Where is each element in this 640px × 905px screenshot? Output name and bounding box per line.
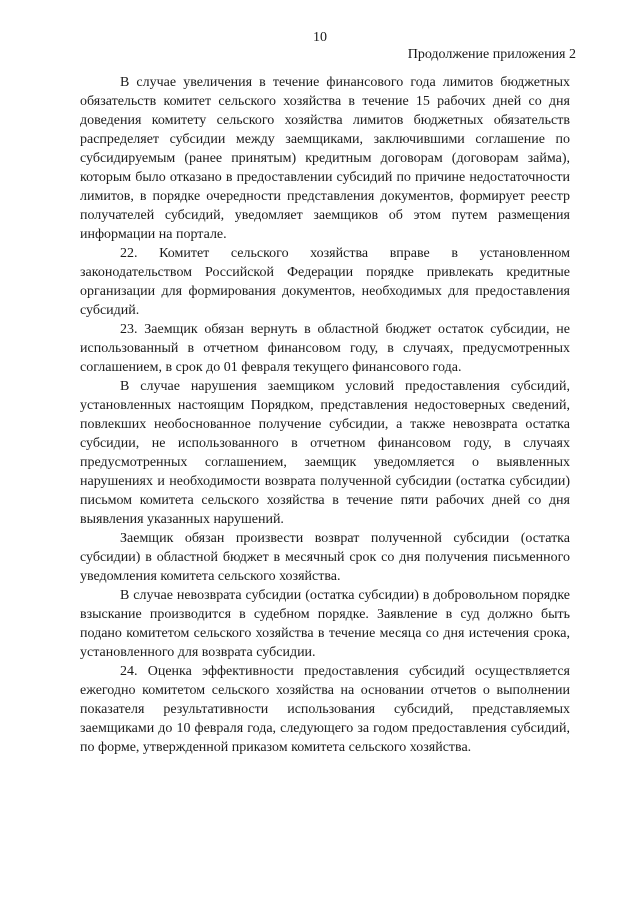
- paragraph-24: 24. Оценка эффективности предоставления субсидий осуществляется ежегодно комитетом сельского хозяйства на основании отчетов о выполнении показателя результативности использования субсидий, представляемых заемщиками до 10 февраля года, следующего за годом предоставления субсидий, по форме, утвержденной приказом комитета сельского хозяйства.: [80, 664, 570, 755]
- document-body: [80, 73, 570, 757]
- paragraph-22: 22. Комитет сельского хозяйства вправе в установленном законодательством Российской Федерации порядке привлекать кредитные организации для формирования документов, необходимых для предоставления субсидий.: [80, 246, 570, 318]
- paragraph-return-obligation: Заемщик обязан произвести возврат полученной субсидии (остатка субсидии) в областной бюджет в месячный срок со дня получения письменного уведомления комитета сельского хозяйства.: [80, 531, 570, 584]
- paragraph-23: 23. Заемщик обязан вернуть в областной бюджет остаток субсидии, не использованный в отчетном финансовом году, в случаях, предусмотренных соглашением, в срок до 01 февраля текущего финансового года.: [80, 322, 570, 375]
- paragraph-limits-increase: В случае увеличения в течение финансового года лимитов бюджетных обязательств комитет сельского хозяйства в течение 15 рабочих дней со дня доведения комитету сельского хозяйства лимитов бюджетных обязательств распределяет субсидии между заемщиками, заключившими соглашение по субсидируемым (ранее принятым) кредитным договорам (договорам займа), которым было отказано в предоставлении субсидий по причине недостаточности лимитов, в порядке очередности представления документов, формирует реестр получателей субсидий, уведомляет заемщиков об этом путем размещения информации на портале.: [80, 75, 570, 242]
- page-number: 10: [313, 30, 327, 45]
- appendix-continuation-label: Продолжение приложения 2: [407, 47, 576, 62]
- paragraph-violation: В случае нарушения заемщиком условий предоставления субсидий, установленных настоящим Порядком, представления недостоверных сведений, повлекших необоснованное получение субсидии, а также невозврата остатка субсидии, не использованного в отчетном финансовом году, в случаях предусмотренных соглашением, заемщик уведомляется о выявленных нарушениях и необходимости возврата полученной субсидии (остатка субсидии) письмом комитета сельского хозяйства в течение пяти рабочих дней со дня выявления указанных нарушений.: [80, 379, 570, 527]
- paragraph-court-recovery: В случае невозврата субсидии (остатка субсидии) в добровольном порядке взыскание производится в судебном порядке. Заявление в суд должно быть подано комитетом сельского хозяйства в течение месяца со дня истечения срока, установленного для возврата субсидии.: [80, 588, 570, 660]
